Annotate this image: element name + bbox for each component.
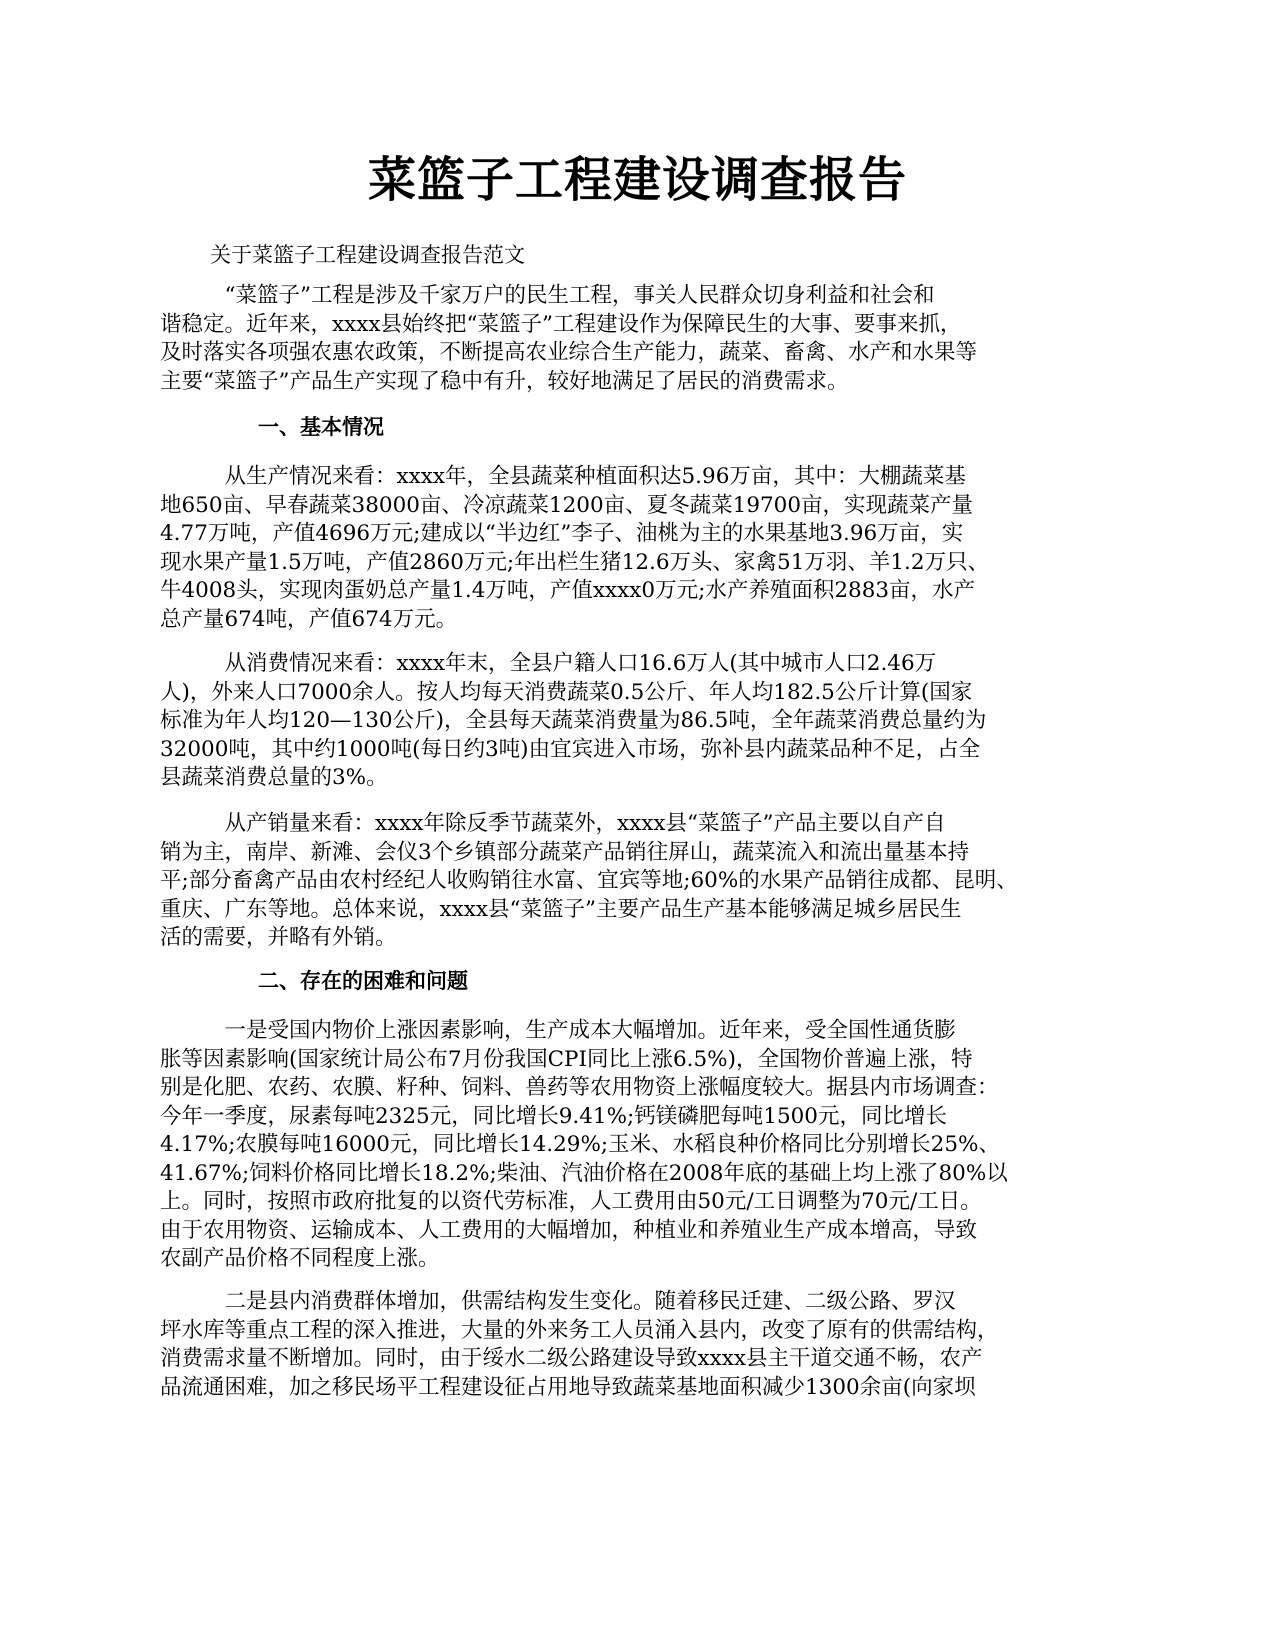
- text-line: 标准为年人均120—130公斤)，全县每天蔬菜消费量为86.5吨，全年蔬菜消费总量约为: [160, 708, 987, 733]
- text-line: 上。同时，按照市政府批复的以资代劳标准，人工费用由50元/工日调整为70元/工日。: [160, 1189, 982, 1214]
- text-line: 主要“菜篮子”产品生产实现了稳中有升，较好地满足了居民的消费需求。: [160, 368, 849, 394]
- text-line: 坪水库等重点工程的深入推进，大量的外来务工人员涌入县内，改变了原有的供需结构，: [160, 1317, 999, 1343]
- problem2-paragraph: [160, 1288, 1122, 1402]
- text-line: 别是化肥、农药、农膜、籽种、饲料、兽药等农用物资上涨幅度较大。据县内市场调查：: [160, 1075, 999, 1100]
- text-line: 从生产情况来看：xxxx年，全县蔬菜种植面积达5.96万亩，其中：大棚蔬菜基: [160, 464, 966, 489]
- text-line: 由于农用物资、运输成本、人工费用的大幅增加，种植业和养殖业生产成本增高，导致: [160, 1217, 978, 1243]
- text-line: 农副产品价格不同程度上涨。: [160, 1246, 440, 1271]
- text-line: 人)，外来人口7000余人。按人均每天消费蔬菜0.5公斤、年人均182.5公斤计算(国家: [160, 679, 973, 705]
- production-paragraph: [160, 463, 1122, 634]
- document-subtitle: 关于菜篮子工程建设调查报告范文: [210, 243, 525, 267]
- text-line: 重庆、广东等地。总体来说，xxxx县“菜篮子”主要产品生产基本能够满足城乡居民生: [160, 896, 962, 922]
- text-line: 现水果产量1.5万吨，产值2860万元;年出栏生猪12.6万头、家禽51万羽、羊1.2万只、: [160, 549, 990, 575]
- text-line: 4.77万吨，产值4696万元;建成以“半边红”李子、油桃为主的水果基地3.96万亩，实: [160, 521, 964, 546]
- text-line: 销为主，南岸、新滩、会仪3个乡镇部分蔬菜产品销往屏山，蔬菜流入和流出量基本持: [160, 839, 970, 865]
- text-line: 平;部分畜禽产品由农村经纪人收购销往水富、宜宾等地;60%的水果产品销往成都、昆明、: [160, 868, 1018, 893]
- text-line: 地650亩、早春蔬菜38000亩、冷凉蔬菜1200亩、夏冬蔬菜19700亩，实现蔬菜产量: [160, 492, 974, 518]
- sales-paragraph: [160, 810, 1122, 953]
- text-line: 4.17%;农膜每吨16000元，同比增长14.29%;玉米、水稻良种价格同比分别增长25%、: [160, 1132, 1000, 1157]
- text-line: 消费需求量不断增加。同时，由于绥水二级公路建设导致xxxx县主干道交通不畅，农产: [160, 1346, 983, 1371]
- intro-paragraph: [160, 282, 1122, 396]
- section-heading-problems: 二、存在的困难和问题: [258, 968, 468, 993]
- text-line: 二是县内消费群体增加，供需结构发生变化。随着移民迁建、二级公路、罗汉: [160, 1289, 956, 1314]
- text-line: 及时落实各项强农惠农政策，不断提高农业综合生产能力，蔬菜、畜禽、水产和水果等: [160, 340, 978, 365]
- text-line: 牛4008头，实现肉蛋奶总产量1.4万吨，产值xxxx0万元;水产养殖面积2883亩，水产: [160, 578, 976, 603]
- text-line: 从产销量来看：xxxx年除反季节蔬菜外，xxxx县“菜篮子”产品主要以自产自: [160, 811, 946, 836]
- document-title: 菜篮子工程建设调查报告: [367, 152, 907, 208]
- text-line: 一是受国内物价上涨因素影响，生产成本大幅增加。近年来，受全国性通货膨: [160, 1018, 956, 1043]
- text-line: 从消费情况来看：xxxx年末，全县户籍人口16.6万人(其中城市人口2.46万: [160, 651, 937, 676]
- text-line: 县蔬菜消费总量的3%。: [160, 765, 388, 790]
- consumption-paragraph: [160, 650, 1122, 793]
- text-line: 谐稳定。近年来，xxxx县始终把“菜篮子”工程建设作为保障民生的大事、要事来抓，: [160, 311, 962, 337]
- text-line: 品流通困难，加之移民场平工程建设征占用地导致蔬菜基地面积减少1300余亩(向家坝: [160, 1374, 976, 1400]
- text-line: 总产量674吨，产值674万元。: [160, 606, 458, 632]
- section-heading-basic: 一、基本情况: [258, 414, 384, 439]
- text-line: “菜篮子”工程是涉及千家万户的民生工程，事关人民群众切身利益和社会和: [160, 283, 935, 308]
- text-line: 今年一季度，尿素每吨2325元，同比增长9.41%;钙镁磷肥每吨1500元，同比增长: [160, 1103, 947, 1129]
- problem1-paragraph: [160, 1017, 1122, 1274]
- text-line: 胀等因素影响(国家统计局公布7月份我国CPI同比上涨6.5%)，全国物价普遍上涨，特: [160, 1046, 973, 1072]
- text-line: 活的需要，并略有外销。: [160, 925, 397, 950]
- text-line: 32000吨，其中约1000吨(每日约3吨)由宜宾进入市场，弥补县内蔬菜品种不足，占全: [160, 736, 981, 762]
- text-line: 41.67%;饲料价格同比增长18.2%;柴油、汽油价格在2008年底的基础上均上涨了80%以: [160, 1160, 1008, 1186]
